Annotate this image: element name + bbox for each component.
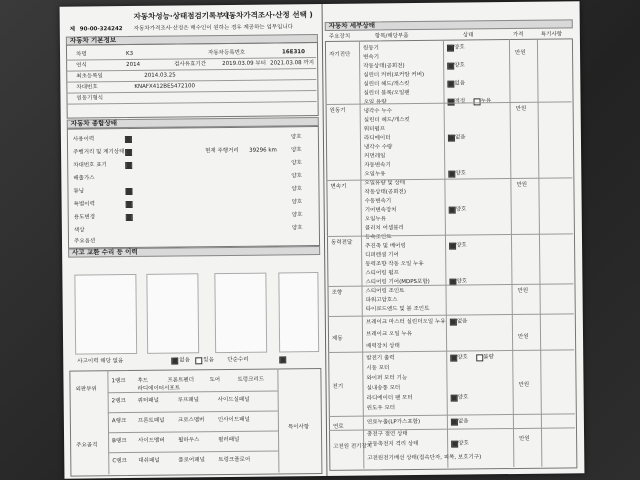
price-label-2: 만원 xyxy=(516,181,528,188)
status-title: 자동차 종합상태 xyxy=(70,119,118,128)
simple-repair-label: 단순수리 xyxy=(227,356,249,363)
part-8: 프론트패널 xyxy=(137,417,165,424)
item-21: 등속조인트 xyxy=(364,234,392,241)
state-label-10: 양호 xyxy=(457,354,468,361)
price-label-1: 만원 xyxy=(515,105,527,112)
car-diagram-side-left xyxy=(74,274,137,355)
item-10: 라디에이터 xyxy=(363,135,391,142)
status-row-6: 용도변경 xyxy=(73,214,96,221)
good-mark-3: 양호 xyxy=(291,173,303,180)
section-4: 조향 xyxy=(331,289,343,296)
accident-title: 사고 교환 수리 등 이력 xyxy=(72,247,138,257)
status-row-4: 튜닝 xyxy=(73,188,85,195)
row-label-first-reg: 최초등록일 xyxy=(76,73,103,80)
item-24: 동력조향 작동 오일 누유 xyxy=(365,260,424,268)
part-0: 후드 xyxy=(137,377,149,384)
item-34: 시동 모터 xyxy=(366,365,390,372)
value-model: K3 xyxy=(126,50,134,58)
value-reg: 16E310 xyxy=(282,49,305,56)
part-1: 프론트펜더 xyxy=(167,377,195,384)
row-label-engine: 원동기형식 xyxy=(76,95,104,102)
item-33: 발전기 출력 xyxy=(366,355,395,362)
basic-info-title: 자동차 기본정보 xyxy=(69,36,117,45)
value-year: 2014 xyxy=(126,61,141,69)
item-12: 커먼레일 xyxy=(364,153,386,160)
item-31: 브레이크 오일 누유 xyxy=(365,331,413,338)
value-vin: KNAFX412BE5472100 xyxy=(134,83,196,90)
simple-repair-none-checkbox[interactable] xyxy=(279,356,286,363)
part-7: 사이드실패널 xyxy=(217,396,250,404)
state-label-12: 없음 xyxy=(457,418,469,425)
good-mark-2: 양호 xyxy=(291,160,302,167)
col-state: 상태 xyxy=(462,32,474,39)
part-5: 쿼터패널 xyxy=(137,397,159,404)
serial-label: 제 xyxy=(69,26,76,33)
good-mark-4: 양호 xyxy=(291,186,303,193)
notice-text: 자동차가격조사·산정은 매수인이 원하는 경우 제공하는 업무입니다 xyxy=(133,24,294,32)
item-22: 추진축 및 베어링 xyxy=(365,243,406,250)
status-row-8: 주요옵션 xyxy=(73,238,96,245)
good-mark-7: 양호 xyxy=(291,225,303,232)
part-4: 라디에이터서포트 xyxy=(137,385,181,392)
value-validity: 2019.03.09 부터 xyxy=(222,60,267,68)
good-mark-6: 양호 xyxy=(291,212,303,219)
part-6: 루프패널 xyxy=(177,397,199,404)
main-frame-label: 주요골격 xyxy=(76,442,98,449)
state-checkbox-9[interactable] xyxy=(450,319,457,326)
item-14: 오일누유 xyxy=(364,171,386,178)
item-32: 배력장치 상태 xyxy=(366,343,400,350)
row-label-reg: 자동차등록번호 xyxy=(208,49,246,57)
rank-2: A랭크 xyxy=(111,418,127,425)
accident-have-label: 있음 xyxy=(203,357,214,364)
checkbox-vin-good[interactable] xyxy=(125,162,132,169)
section-8: 고전원 전기장치 xyxy=(333,443,373,450)
good-mark-5: 양호 xyxy=(291,199,303,206)
good-mark-1: 양호 xyxy=(291,147,302,154)
car-diagram-top xyxy=(214,273,267,354)
state-checkbox-10b[interactable] xyxy=(476,354,483,361)
section-6: 전기 xyxy=(332,383,344,390)
part-2: 도어 xyxy=(209,377,221,384)
item-28: 파워고압호스 xyxy=(365,297,398,304)
status-row-2: 차대번호 표기 xyxy=(73,162,107,169)
section-5: 제동 xyxy=(332,335,343,342)
item-36: 실내송풍 모터 xyxy=(366,385,401,392)
part-13: 필러패널 xyxy=(218,436,240,444)
mileage-label: 현재 주행거리 xyxy=(205,147,239,155)
status-row-7: 색상 xyxy=(73,227,85,234)
item-6: 오일 유량 xyxy=(363,99,387,106)
state-label-6: 양호 xyxy=(455,206,467,213)
item-29: 타이로드엔드 및 볼 조인트 xyxy=(365,305,430,313)
section-0: 자기진단 xyxy=(329,51,351,58)
col-item: 항목/해당부품 xyxy=(374,33,409,40)
form-title-select: 자동차가격조사·산정 선택 ) xyxy=(221,10,313,21)
state-checkbox-12[interactable] xyxy=(451,419,458,426)
item-7: 냉각수 누수 xyxy=(363,108,393,115)
status-row-1: 주행거리 및 계기상태 xyxy=(73,149,125,156)
state-label-10b: 불량 xyxy=(483,354,494,361)
item-38: 윈도우 모터 xyxy=(366,405,396,412)
item-41: 구동축전지 격리 상태 xyxy=(367,441,419,448)
state-label-11: 양호 xyxy=(457,394,469,401)
item-42: 고전원전기배선 상태(접속단자, 피복, 보호기구) xyxy=(367,454,482,462)
part-15: 플로어패널 xyxy=(178,457,205,464)
item-11: 냉각수 수량 xyxy=(364,144,393,151)
item-0: 원동기 xyxy=(362,45,379,52)
state-label-5: 양호 xyxy=(455,170,466,177)
item-20: 클러치 어셈블리 xyxy=(364,225,404,232)
value-validity-to: 2021.03.08 까지 xyxy=(270,60,315,67)
section-7: 연료 xyxy=(332,423,344,430)
section-2: 변속기 xyxy=(330,183,347,190)
item-13: 자동변속기 xyxy=(364,162,391,169)
car-diagram-front xyxy=(146,273,199,354)
rank-3: B랭크 xyxy=(112,438,127,445)
serial-number: 90-00-324242 xyxy=(79,26,123,33)
accident-none-checkbox[interactable] xyxy=(171,358,178,365)
item-16: 작동상태(공회전) xyxy=(364,189,407,196)
item-27: 스티어링 조인트 xyxy=(365,288,405,295)
status-row-5: 특별이력 xyxy=(73,201,95,208)
rank-0: 1랭크 xyxy=(111,378,126,385)
inspection-record-sheet xyxy=(60,1,585,478)
item-3: 실린더 커버(로커암 커버) xyxy=(363,71,425,79)
form-title: 자동차성능·상태점검기록부 ( xyxy=(133,10,230,21)
state-label-13: 양호 xyxy=(458,440,469,447)
item-15: 오일유량 및 상태 xyxy=(364,180,406,187)
item-1: 변속기 xyxy=(363,54,380,61)
row-label-year: 연식 xyxy=(76,62,87,69)
state-label-3b: 누유 xyxy=(480,98,492,105)
left-column xyxy=(64,4,324,479)
section-1: 원동기 xyxy=(329,107,346,114)
accident-note: 사고이력 해당 없음 xyxy=(77,358,124,365)
price-label-4: 만원 xyxy=(517,333,529,340)
state-checkbox-1[interactable] xyxy=(447,63,454,70)
checkbox-none[interactable] xyxy=(125,136,132,143)
item-4: 실린더 헤드/개스킷 xyxy=(363,81,410,88)
price-label-5: 만원 xyxy=(518,381,530,388)
item-5: 실린더 블록/오일팬 xyxy=(363,90,410,97)
col-remark: 특기사항 xyxy=(540,31,563,38)
state-label-1: 양호 xyxy=(454,62,465,69)
section-3: 동력전달 xyxy=(330,239,353,246)
state-checkbox-11[interactable] xyxy=(451,395,458,402)
state-checkbox-2[interactable] xyxy=(447,81,454,88)
item-8: 실린더 헤드/개스킷 xyxy=(363,117,410,124)
state-label-7: 양호 xyxy=(456,242,467,249)
good-mark-0: 양호 xyxy=(290,134,302,141)
item-18: 기어변속장치 xyxy=(364,207,397,214)
row-label-vin: 차대번호 xyxy=(76,84,98,91)
state-label-0: 양호 xyxy=(453,44,465,51)
item-9: 워터펌프 xyxy=(363,126,386,133)
checkbox-use-none[interactable] xyxy=(126,214,133,221)
price-label-0: 만원 xyxy=(515,49,526,56)
part-12: 휠하우스 xyxy=(178,437,200,444)
status-row-0: 사용이력 xyxy=(72,136,95,143)
rank-4: C랭크 xyxy=(112,458,127,465)
remark-label: 특이사항 xyxy=(287,424,310,431)
col-main: 주요장치 xyxy=(328,33,351,40)
state-label-2: 없음 xyxy=(454,80,466,87)
item-30: 브레이크 마스터 실린더오일 누유 xyxy=(365,318,446,326)
checkbox-tuning-none[interactable] xyxy=(125,188,132,195)
state-checkbox-6[interactable] xyxy=(449,207,456,214)
status-box xyxy=(67,126,320,249)
right-column xyxy=(322,1,582,476)
item-19: 오일누유 xyxy=(364,216,387,223)
item-2: 작동상태(공회전) xyxy=(363,63,405,70)
eval-label: 외판부위 xyxy=(75,386,97,393)
accident-none-label: 없음 xyxy=(179,357,190,364)
item-25: 스티어링 펌프 xyxy=(365,270,400,277)
part-11: 사이드멤버 xyxy=(138,437,165,444)
state-checkbox-0[interactable] xyxy=(447,45,454,52)
part-9: 크로스멤버 xyxy=(177,417,205,424)
item-35: 와이퍼 모터 기능 xyxy=(366,375,408,382)
item-23: 디퍼렌셜 기어 xyxy=(365,252,399,259)
item-26: 스티어링 기어(MDPS포함) xyxy=(365,278,430,286)
state-label-8: 양호 xyxy=(456,278,468,285)
item-37: 라디에이터 팬 모터 xyxy=(366,395,413,402)
part-14: 대쉬패널 xyxy=(138,457,160,464)
item-40: 충전구 절연 상태 xyxy=(367,431,408,438)
state-label-3: 적정 xyxy=(454,98,466,105)
detail-title: 자동차 세부상태 xyxy=(328,21,376,30)
part-3: 트렁크리드 xyxy=(237,376,265,383)
status-row-3: 배출가스 xyxy=(73,175,95,182)
col-price: 가격 xyxy=(512,31,524,38)
state-label-4: 없음 xyxy=(454,134,466,141)
rank-1: 2랭크 xyxy=(111,398,126,405)
state-checkbox-4[interactable] xyxy=(448,135,455,142)
price-label-6: 만원 xyxy=(519,435,530,442)
checkbox-special-none[interactable] xyxy=(126,201,133,208)
row-label-model: 차명 xyxy=(76,51,87,58)
part-16: 트렁크플로어 xyxy=(218,456,251,464)
item-39: 연료누출(LP가스포함) xyxy=(366,418,421,426)
part-10: 인사이드패널 xyxy=(217,416,250,424)
accident-have-checkbox[interactable] xyxy=(195,357,202,364)
value-first-reg: 2014.03.25 xyxy=(144,72,176,79)
mileage-value: 39296 km xyxy=(249,147,277,154)
car-diagram-side-right xyxy=(278,272,319,352)
state-checkbox-5[interactable] xyxy=(448,171,455,178)
item-17: 수동변속기 xyxy=(364,198,392,205)
price-label-3: 만원 xyxy=(517,287,529,294)
state-checkbox-13[interactable] xyxy=(451,441,458,448)
checkbox-good[interactable] xyxy=(125,149,132,156)
state-label-9: 없음 xyxy=(456,318,468,325)
row-label-validity: 검사유효기간 xyxy=(174,61,207,68)
